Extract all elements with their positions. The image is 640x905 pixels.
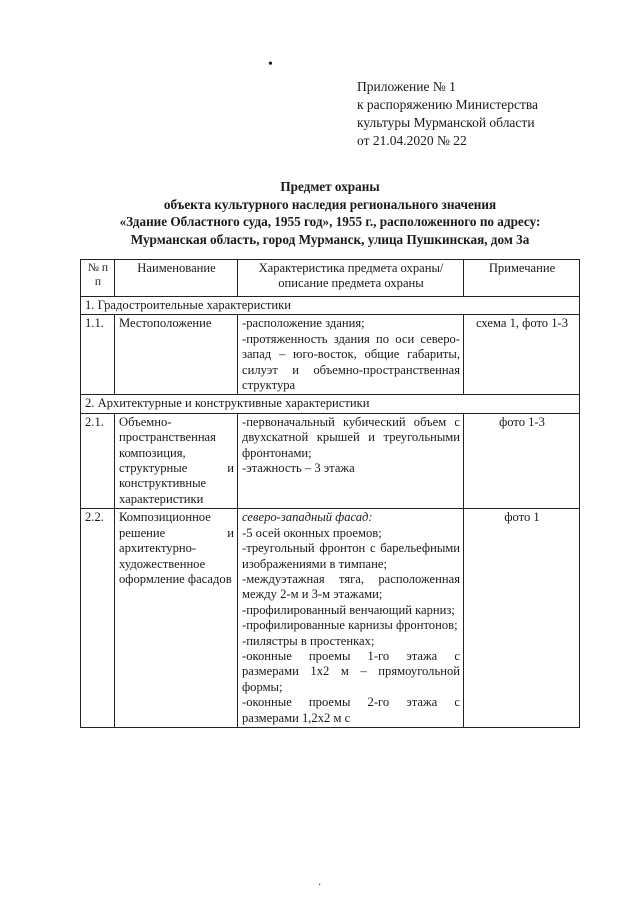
table-row: [81, 315, 580, 395]
characteristic-item: -5 осей оконных проемов;: [242, 525, 382, 540]
title-line: объекта культурного наследия регионального значения: [163, 196, 497, 212]
characteristic-item: -треугольный фронтон с барельефными изображениями в тимпане;: [242, 541, 460, 571]
header-characteristic: Характеристика предмета охраны/описание предмета охраны: [238, 260, 464, 297]
characteristic-item: -расположение здания;: [242, 316, 365, 331]
header-note: Примечание: [464, 260, 580, 297]
stray-dot-mark: •: [268, 57, 273, 72]
title-line: «Здание Областного суда, 1955 год», 1955 г., расположенного по адресу:: [119, 214, 541, 229]
row-num: 1.1.: [81, 315, 115, 395]
row-name: Композиционное решение и архитектурно-художественное оформление фасадов: [115, 509, 238, 728]
header-num: № п п: [81, 260, 115, 297]
protection-subject-table: [80, 259, 580, 728]
characteristic-item: -междуэтажная тяга, расположенная между 2-м и 3-м этажами;: [242, 571, 460, 602]
document-title: [70, 178, 590, 248]
facade-label: северо-западный фасад:: [242, 510, 373, 525]
section-title-1: 1. Градостроительные характеристики: [81, 297, 580, 315]
row-name: Местоположение: [115, 315, 238, 395]
appendix-line: к распоряжению Министерства: [357, 97, 539, 112]
appendix-line: культуры Мурманской области: [357, 115, 535, 130]
characteristic-item: -профилированные карнизы фронтонов;: [242, 618, 458, 633]
row-characteristic: [238, 509, 464, 728]
characteristic-item: -пилястры в простенках;: [242, 633, 375, 648]
row-num: 2.2.: [81, 509, 115, 728]
row-characteristic: [238, 315, 464, 395]
page-dot-mark: ·: [318, 880, 322, 891]
appendix-line: Приложение № 1: [357, 79, 456, 94]
row-note: фото 1-3: [464, 413, 580, 508]
row-num: 2.1.: [81, 413, 115, 508]
row-name: Объемно-пространственная композиция, структурные и конструктивные характеристики: [115, 413, 238, 508]
row-note: схема 1, фото 1-3: [464, 315, 580, 395]
appendix-line: от 21.04.2020 № 22: [357, 133, 467, 148]
characteristic-item: -протяженность здания по оси северо-запад – юго-восток, общие габариты, силуэт и объемно-пространственная структура: [242, 331, 460, 393]
table-row: [81, 509, 580, 728]
characteristic-item: -оконные проемы 1-го этажа с размерами 1х2 м – прямоугольной формы;: [242, 648, 460, 694]
appendix-block: [357, 78, 538, 150]
characteristic-item: -профилированный венчающий карниз;: [242, 602, 455, 617]
row-note: фото 1: [464, 509, 580, 728]
characteristic-item: -первоначальный кубический объем с двухскатной крышей и треугольными фронтонами;: [242, 414, 460, 460]
characteristic-item: -оконные проемы 2-го этажа с размерами 1,2х2 м с: [242, 695, 460, 725]
row-characteristic: [238, 413, 464, 508]
section-row: [81, 395, 580, 413]
title-line: Предмет охраны: [280, 179, 380, 194]
characteristic-item: -этажность – 3 этажа: [242, 461, 355, 476]
section-title-2: 2. Архитектурные и конструктивные характеристики: [81, 395, 580, 413]
section-row: [81, 297, 580, 315]
table-row: [81, 413, 580, 508]
title-line: Мурманская область, город Мурманск, улица Пушкинская, дом 3а: [130, 231, 530, 247]
table-header-row: [81, 260, 580, 297]
header-name: Наименование: [115, 260, 238, 297]
